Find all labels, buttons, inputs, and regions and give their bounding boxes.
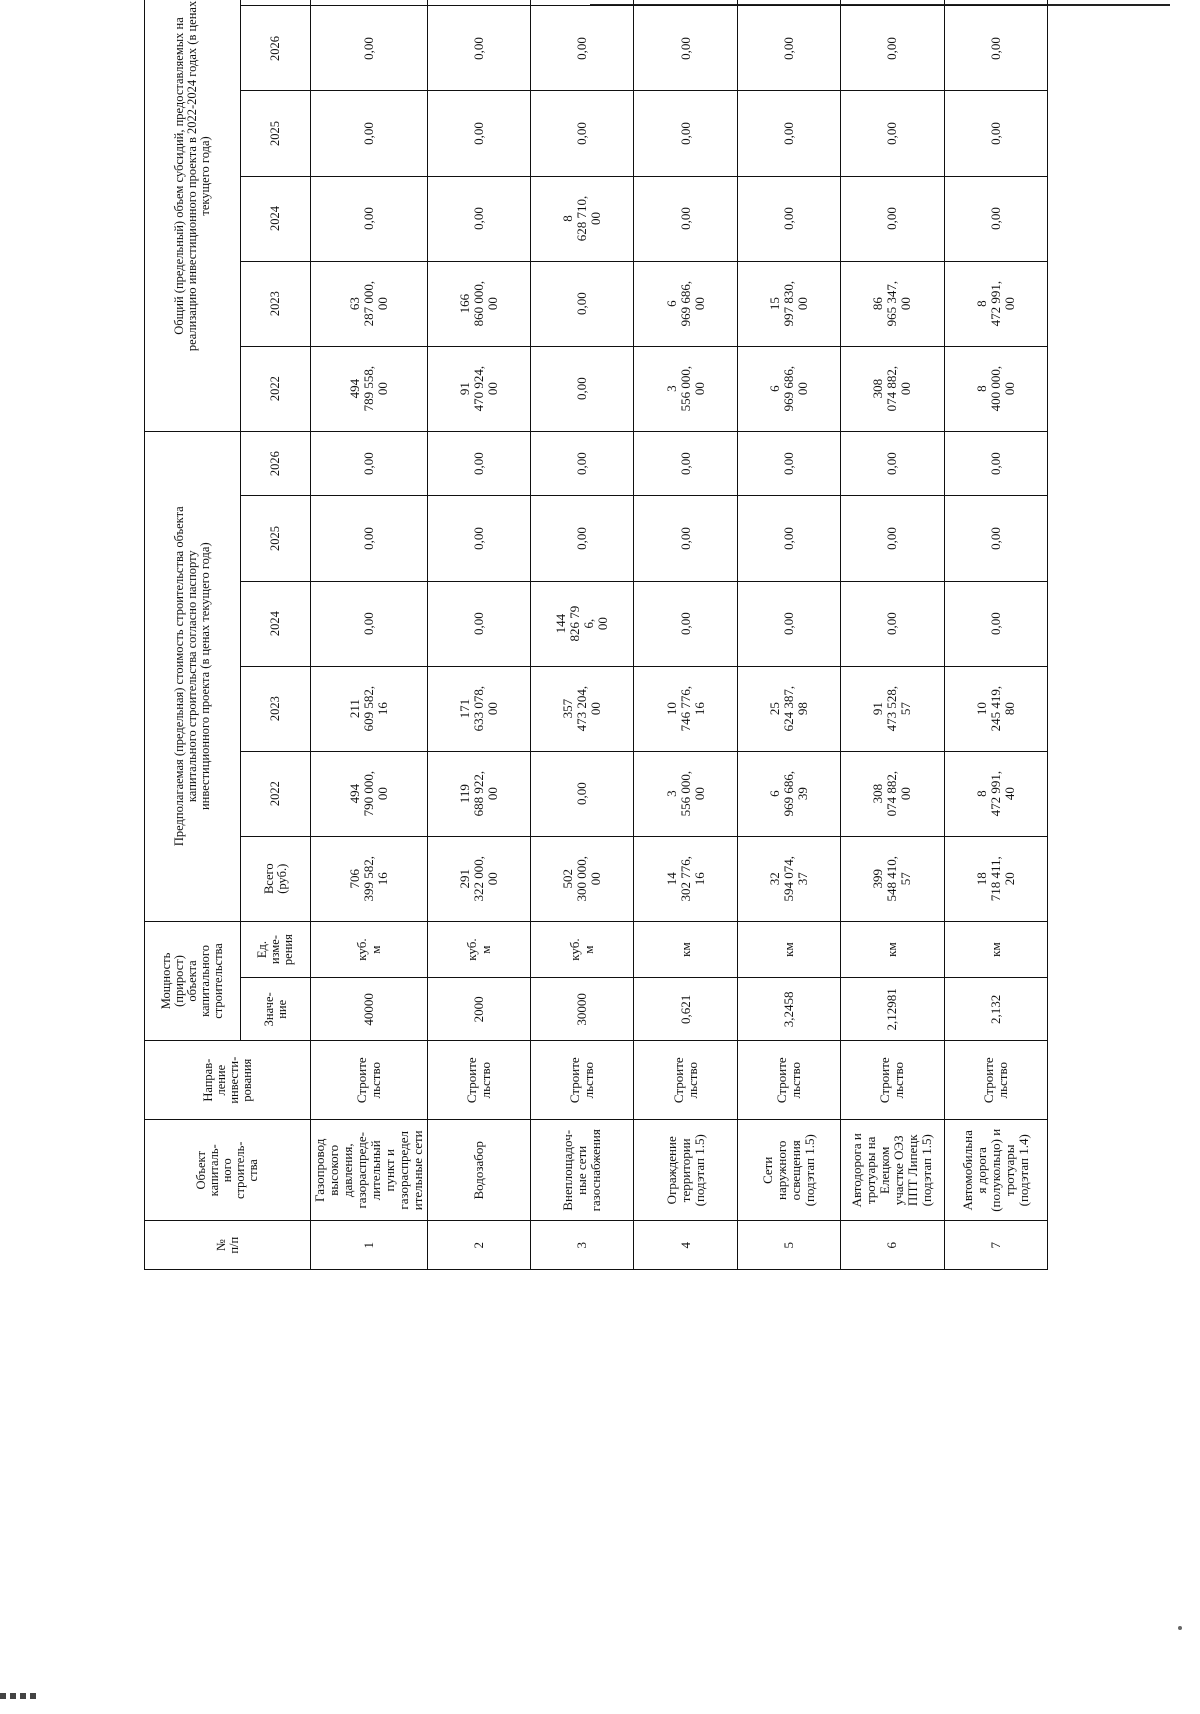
cell-subsidy-2025: 0,00 <box>841 91 944 176</box>
cell-cost-2023: 211 609 582, 16 <box>311 666 428 751</box>
cell-object: Сети наружного освещения (подэтап 1.5) <box>737 1120 840 1221</box>
table-row <box>530 0 633 1270</box>
header-row-top <box>145 0 241 1270</box>
cell-cost-2026: 0,00 <box>530 431 633 496</box>
cell-subsidy-2023: 15 997 830, 00 <box>737 261 840 346</box>
table-row <box>944 0 1047 1270</box>
cell-cost-total: 291 322 000, 00 <box>427 836 530 921</box>
cell-cost-2022: 308 074 882, 00 <box>841 751 944 836</box>
cell-direction: Строите льство <box>634 1041 737 1120</box>
cell-subsidy-2024: 0,00 <box>944 176 1047 261</box>
cell-cost-2026: 0,00 <box>944 431 1047 496</box>
col-capacity-value: Значе- ние <box>241 978 311 1041</box>
cell-subsidy-2024: 0,00 <box>427 176 530 261</box>
cell-subsidy-2025: 0,00 <box>427 91 530 176</box>
cell-subsidy-2023: 0,00 <box>530 261 633 346</box>
cell-subsidy-2025: 0,00 <box>944 91 1047 176</box>
cell-object: Внеплощадоч- ные сети газоснабжения <box>530 1120 633 1221</box>
table-row <box>311 0 428 1270</box>
cell-cost-2025: 0,00 <box>841 496 944 581</box>
col-num: № п/п <box>145 1221 311 1270</box>
cell-num: 4 <box>634 1221 737 1270</box>
cell-subsidy-total <box>427 0 530 6</box>
cell-capacity-value: 40000 <box>311 978 428 1041</box>
table-row <box>841 0 944 1270</box>
cell-subsidy-2026: 0,00 <box>737 6 840 91</box>
cell-subsidy-total <box>841 0 944 6</box>
cell-subsidy-2026: 0,00 <box>427 6 530 91</box>
cell-subsidy-2022: 308 074 882, 00 <box>841 346 944 431</box>
cell-capacity-value: 2,12981 <box>841 978 944 1041</box>
cell-num: 7 <box>944 1221 1047 1270</box>
cell-cost-2024: 0,00 <box>311 581 428 666</box>
cell-direction: Строите льство <box>311 1041 428 1120</box>
cell-capacity-value: 2000 <box>427 978 530 1041</box>
cell-cost-2024: 144 826 79 6, 00 <box>530 581 633 666</box>
cell-subsidy-2024: 0,00 <box>841 176 944 261</box>
cell-subsidy-total <box>944 0 1047 6</box>
cell-capacity-unit: куб. м <box>530 921 633 978</box>
col-subsidy-year: 2026 <box>241 6 311 91</box>
cell-subsidy-2022: 8 400 000, 00 <box>944 346 1047 431</box>
col-subsidy-year: 2024 <box>241 176 311 261</box>
cell-subsidy-2023: 166 860 000, 00 <box>427 261 530 346</box>
cell-capacity-value: 2,132 <box>944 978 1047 1041</box>
cell-num: 5 <box>737 1221 840 1270</box>
cell-direction: Строите льство <box>737 1041 840 1120</box>
col-subsidy-year: 2022 <box>241 346 311 431</box>
cell-object: Газопровод высокого давления, газораспреде- лительный пункт и газораспредел ительные сети <box>311 1120 428 1221</box>
col-subsidy-total <box>241 0 311 6</box>
col-capacity: Мощность (прирост) объекта капитального строительства <box>145 921 241 1040</box>
cell-subsidy-2025: 0,00 <box>311 91 428 176</box>
cell-num: 1 <box>311 1221 428 1270</box>
cell-capacity-unit: км <box>944 921 1047 978</box>
cell-cost-2025: 0,00 <box>530 496 633 581</box>
cell-cost-2022: 119 688 922, 00 <box>427 751 530 836</box>
col-subsidy-year: 2023 <box>241 261 311 346</box>
cell-subsidy-2026: 0,00 <box>311 6 428 91</box>
cell-cost-2026: 0,00 <box>737 431 840 496</box>
cell-cost-total: 18 718 411, 20 <box>944 836 1047 921</box>
table-row <box>634 0 737 1270</box>
cell-subsidy-total <box>311 0 428 6</box>
cell-subsidy-2022: 0,00 <box>530 346 633 431</box>
cell-cost-2024: 0,00 <box>634 581 737 666</box>
cell-subsidy-2022: 91 470 924, 00 <box>427 346 530 431</box>
cell-object: Ограждение территории (подэтап 1.5) <box>634 1120 737 1221</box>
cell-cost-2022: 3 556 000, 00 <box>634 751 737 836</box>
cell-cost-2023: 171 633 078, 00 <box>427 666 530 751</box>
cell-capacity-value: 0,621 <box>634 978 737 1041</box>
cell-direction: Строите льство <box>944 1041 1047 1120</box>
table-row <box>737 0 840 1270</box>
col-cost-total: Всего (руб.) <box>241 836 311 921</box>
cell-cost-2024: 0,00 <box>841 581 944 666</box>
cell-cost-2025: 0,00 <box>944 496 1047 581</box>
cell-subsidy-2023: 63 287 000, 00 <box>311 261 428 346</box>
cell-object: Автомобильна я дорога (полукольцо) и тротуары (подэтап 1.4) <box>944 1120 1047 1221</box>
col-cost-year: 2022 <box>241 751 311 836</box>
cell-cost-2022: 8 472 991, 40 <box>944 751 1047 836</box>
cell-capacity-unit: км <box>634 921 737 978</box>
cell-cost-2026: 0,00 <box>427 431 530 496</box>
cell-cost-2026: 0,00 <box>841 431 944 496</box>
cell-subsidy-2026: 0,00 <box>944 6 1047 91</box>
cell-cost-2023: 357 473 204, 00 <box>530 666 633 751</box>
cell-cost-2026: 0,00 <box>634 431 737 496</box>
cell-subsidy-2026: 0,00 <box>841 6 944 91</box>
cell-cost-2022: 0,00 <box>530 751 633 836</box>
cell-subsidy-2024: 0,00 <box>311 176 428 261</box>
col-cost-year: 2026 <box>241 431 311 496</box>
cell-subsidy-2023: 86 965 347, 00 <box>841 261 944 346</box>
cell-subsidy-2022: 6 969 686, 00 <box>737 346 840 431</box>
cell-subsidy-total <box>634 0 737 6</box>
cell-capacity-unit: км <box>737 921 840 978</box>
cell-object: Автодорога и тротуары на Елецком участке ОЭЗ ППТ Липецк (подэтап 1.5) <box>841 1120 944 1221</box>
cell-cost-2026: 0,00 <box>311 431 428 496</box>
cell-direction: Строите льство <box>530 1041 633 1120</box>
cell-cost-2022: 6 969 686, 39 <box>737 751 840 836</box>
cell-subsidy-2023: 6 969 686, 00 <box>634 261 737 346</box>
cell-direction: Строите льство <box>427 1041 530 1120</box>
cell-capacity-unit: км <box>841 921 944 978</box>
rotated-page <box>118 0 1058 1270</box>
cell-cost-2024: 0,00 <box>427 581 530 666</box>
cell-subsidy-2024: 0,00 <box>737 176 840 261</box>
scan-edge-mark <box>0 1693 40 1699</box>
cell-subsidy-2025: 0,00 <box>737 91 840 176</box>
cell-subsidy-2026: 0,00 <box>530 6 633 91</box>
cell-cost-2023: 10 245 419, 80 <box>944 666 1047 751</box>
investment-table <box>144 0 1048 1270</box>
cell-num: 6 <box>841 1221 944 1270</box>
cell-cost-2023: 10 746 776, 16 <box>634 666 737 751</box>
cell-num: 3 <box>530 1221 633 1270</box>
col-object: Объект капиталь- ного строитель- ства <box>145 1120 311 1221</box>
cell-capacity-unit: куб. м <box>311 921 428 978</box>
cell-cost-2024: 0,00 <box>944 581 1047 666</box>
col-cost: Предполагаемая (предельная) стоимость строительства объекта капитального строительства согласно паспорту инвестиционного проекта (в ценах текущего года) <box>145 431 241 921</box>
cell-cost-total: 706 399 582, 16 <box>311 836 428 921</box>
cell-subsidy-2025: 0,00 <box>530 91 633 176</box>
cell-subsidy-total <box>737 0 840 6</box>
col-capacity-unit: Ед. изме- рения <box>241 921 311 978</box>
cell-capacity-value: 3,2458 <box>737 978 840 1041</box>
cell-num: 2 <box>427 1221 530 1270</box>
cell-cost-2024: 0,00 <box>737 581 840 666</box>
cell-cost-2025: 0,00 <box>311 496 428 581</box>
cell-cost-total: 399 548 410, 57 <box>841 836 944 921</box>
cell-direction: Строите льство <box>841 1041 944 1120</box>
table-row <box>427 0 530 1270</box>
cell-subsidy-2024: 8 628 710, 00 <box>530 176 633 261</box>
col-cost-year: 2025 <box>241 496 311 581</box>
cell-object: Водозабор <box>427 1120 530 1221</box>
cell-cost-2022: 494 790 000, 00 <box>311 751 428 836</box>
cell-subsidy-2022: 494 789 558, 00 <box>311 346 428 431</box>
cell-cost-total: 32 594 074, 37 <box>737 836 840 921</box>
cell-cost-total: 14 302 776, 16 <box>634 836 737 921</box>
cell-cost-2023: 25 624 387, 98 <box>737 666 840 751</box>
cell-cost-2025: 0,00 <box>427 496 530 581</box>
cell-cost-2025: 0,00 <box>737 496 840 581</box>
scan-speck <box>1178 1626 1182 1630</box>
cell-subsidy-total <box>530 0 633 6</box>
cell-cost-2023: 91 473 528, 57 <box>841 666 944 751</box>
cell-subsidy-2025: 0,00 <box>634 91 737 176</box>
col-cost-year: 2024 <box>241 581 311 666</box>
cell-subsidy-2024: 0,00 <box>634 176 737 261</box>
cell-capacity-unit: куб. м <box>427 921 530 978</box>
cell-cost-total: 502 300 000, 00 <box>530 836 633 921</box>
col-subsidy: Общий (предельный) объем субсидий, предоставляемых на реализацию инвестиционного проекта в 2022-2024 годах (в ценах текущего года) <box>145 0 241 431</box>
col-direction: Направ- ление инвести- рования <box>145 1041 311 1120</box>
col-cost-year: 2023 <box>241 666 311 751</box>
cell-subsidy-2023: 8 472 991, 00 <box>944 261 1047 346</box>
cell-subsidy-2022: 3 556 000, 00 <box>634 346 737 431</box>
cell-subsidy-2026: 0,00 <box>634 6 737 91</box>
col-subsidy-year: 2025 <box>241 91 311 176</box>
cell-cost-2025: 0,00 <box>634 496 737 581</box>
cell-capacity-value: 30000 <box>530 978 633 1041</box>
